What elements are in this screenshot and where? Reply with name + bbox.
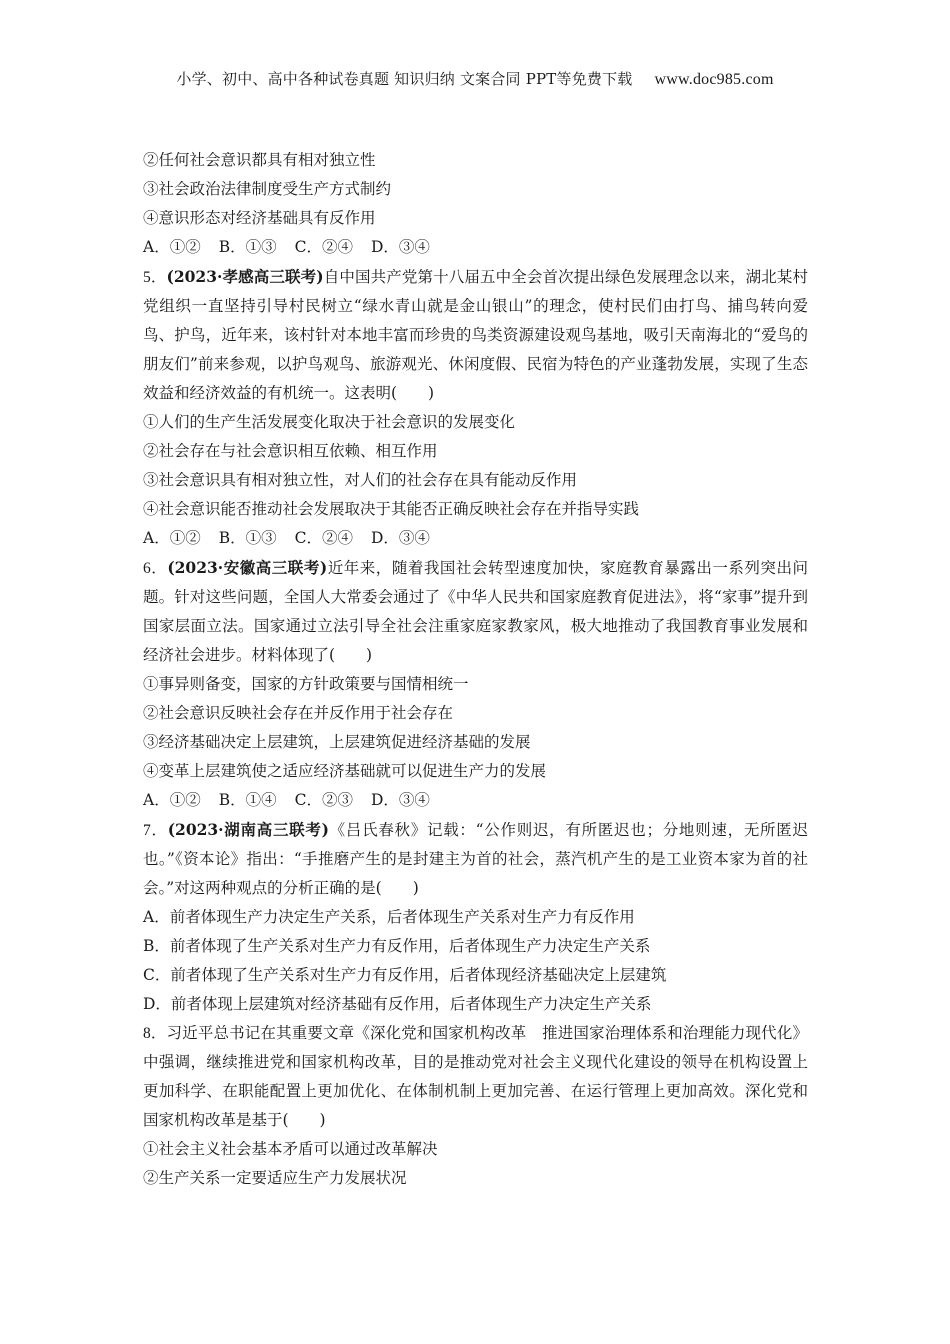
q7-stem [143,815,808,903]
q8-item-1: ①社会主义社会基本矛盾可以通过改革解决 [143,1140,438,1158]
q6-source: (2023·安徽高三联考) [167,558,328,577]
q5-item-1: ①人们的生产生活发展变化取决于社会意识的发展变化 [143,413,516,431]
q5-options [143,524,808,553]
q5-stem [143,262,808,408]
q5-text: 自中国共产党第十八届五中全会首次提出绿色发展理念以来，湖北某村党组织一直坚持引导村民树立“绿水青山就是金山银山”的理念，使村民们由打鸟、捕鸟转向爱鸟、护鸟，近年来，该村针对本地丰富而珍贵的鸟类资源建设观鸟基地，吸引天南海北的“爱鸟的朋友们”前来参观，以护鸟观鸟、旅游观光、休闲度假、民宿为特色的产业蓬勃发展，实现了生态效益和经济效益的有机统一。这表明( ) [143,268,808,402]
q6-option-c: C．②③ [294,791,353,809]
q6-number: 6． [143,560,168,577]
q5-option-c: C．②④ [294,529,353,547]
q4-option-b: B．①③ [218,238,277,256]
q6-text: 近年来，随着我国社会转型速度加快，家庭教育暴露出一系列突出问题。针对这些问题，全国人大常委会通过了《中华人民共和国家庭教育促进法》，将“家事”提升到国家层面立法。国家通过立法引导全社会注重家庭家教家风，极大地推动了我国教育事业发展和经济社会进步。材料体现了( ) [143,559,808,664]
page-header [0,68,950,89]
q7-source: (2023·湖南高三联考) [167,820,329,839]
q8-stem [143,1019,808,1135]
q8-item-2: ②生产关系一定要适应生产力发展状况 [143,1169,407,1187]
q7-option-a: A．前者体现生产力决定生产关系，后者体现生产关系对生产力有反作用 [143,908,635,926]
q5-item-2: ②社会存在与社会意识相互依赖、相互作用 [143,442,438,460]
q6-item-1: ①事异则备变，国家的方针政策要与国情相统一 [143,675,469,693]
q4-option-a: A．①② [143,238,201,256]
header-site: www.doc985.com [654,71,774,88]
q6-item-3: ③经济基础决定上层建筑，上层建筑促进经济基础的发展 [143,733,531,751]
q7-text: 《吕氏春秋》记载：“公作则迟，有所匿迟也；分地则速，无所匿迟也。”《资本论》指出：“手推磨产生的是封建主为首的社会，蒸汽机产生的是工业资本家为首的社会。”对这两种观点的分析正确的是( ) [143,821,808,897]
q7-option-b: B．前者体现了生产关系对生产力有反作用，后者体现生产力决定生产关系 [143,937,651,955]
q4-options [143,233,808,262]
q6-option-d: D．③④ [370,791,430,809]
document-body [143,146,808,1193]
q4-option-d: D．③④ [370,238,430,256]
q5-option-d: D．③④ [370,529,430,547]
q6-stem [143,553,808,670]
q8-number: 8． [143,1025,167,1042]
q5-option-b: B．①③ [218,529,277,547]
q5-number: 5． [143,269,167,286]
q7-number: 7． [143,822,168,839]
q6-option-a: A．①② [143,791,201,809]
q5-option-a: A．①② [143,529,201,547]
q7-option-c: C．前者体现了生产关系对生产力有反作用，后者体现经济基础决定上层建筑 [143,966,667,984]
q5-item-4: ④社会意识能否推动社会发展取决于其能否正确反映社会存在并指导实践 [143,500,640,518]
q5-item-3: ③社会意识具有相对独立性，对人们的社会存在具有能动反作用 [143,471,578,489]
q7-option-d: D．前者体现上层建筑对经济基础有反作用，后者体现生产力决定生产关系 [143,995,652,1013]
q6-option-b: B．①④ [218,791,277,809]
q6-item-2: ②社会意识反映社会存在并反作用于社会存在 [143,704,454,722]
q4-item-2: ②任何社会意识都具有相对独立性 [143,151,376,169]
q6-item-4: ④变革上层建筑使之适应经济基础就可以促进生产力的发展 [143,762,547,780]
header-text: 小学、初中、高中各种试卷真题 知识归纳 文案合同 PPT等免费下载 [176,70,633,88]
q4-item-3: ③社会政治法律制度受生产方式制约 [143,180,392,198]
q4-item-4: ④意识形态对经济基础具有反作用 [143,209,376,227]
q5-source: (2023·孝感高三联考) [166,267,324,286]
q6-options [143,786,808,815]
q4-option-c: C．②④ [294,238,353,256]
q8-text: 习近平总书记在其重要文章《深化党和国家机构改革 推进国家治理体系和治理能力现代化》中强调，继续推进党和国家机构改革，目的是推动党对社会主义现代化建设的领导在机构设置上更加科学、在职能配置上更加优化、在体制机制上更加完善、在运行管理上更加高效。深化党和国家机构改革是基于( ) [143,1024,808,1129]
